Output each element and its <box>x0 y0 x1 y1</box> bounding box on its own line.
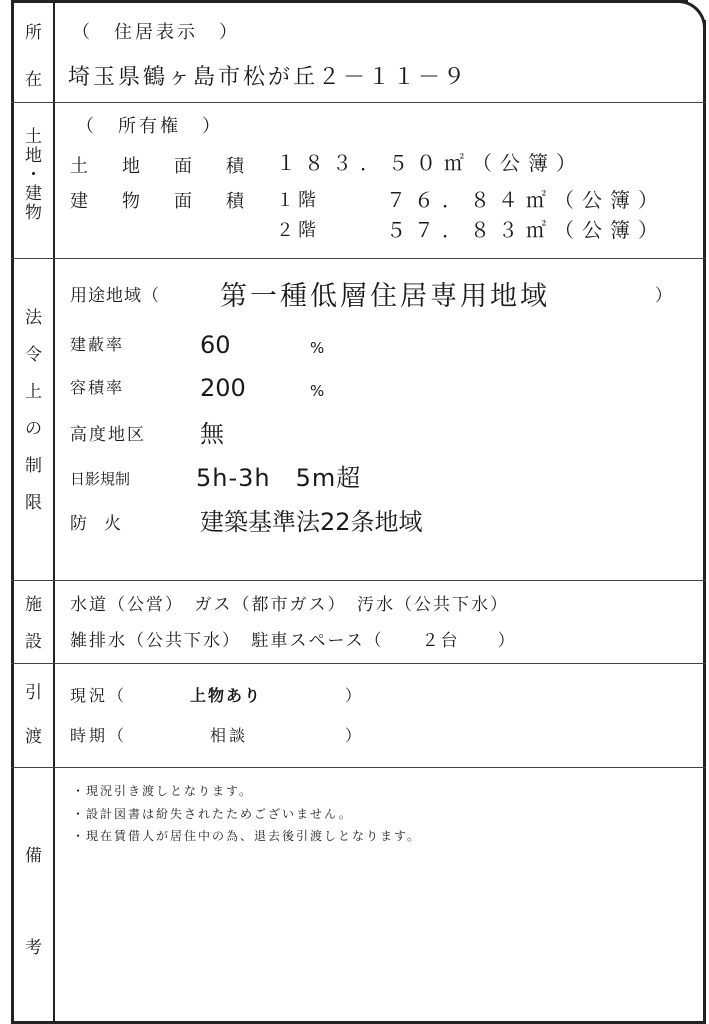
land-rights: （ 所有権 ） <box>76 116 223 137</box>
height-value: 無 <box>200 420 224 448</box>
shadow-label: 日影規制 <box>70 470 131 488</box>
handover-status-label: 現況（ <box>70 686 128 705</box>
building-area-label: 建 物 面 積 <box>70 191 252 212</box>
handover-status-value: 上物あり <box>190 686 263 705</box>
label-law-2: 令 <box>25 345 42 365</box>
label-law-4: の <box>25 419 42 439</box>
remark-line-2: ・設計図書は紛失されたためございません。 <box>72 807 353 821</box>
zoning-label: 用途地域（ <box>70 286 160 306</box>
divider-handover <box>11 767 706 768</box>
handover-timing-value: 相談 <box>210 726 249 745</box>
label-law-1: 法 <box>25 308 42 328</box>
label-location-2: 在 <box>25 70 42 90</box>
frame-right-border <box>703 20 706 1024</box>
floor2-value: ５７．８３㎡（公簿） <box>386 218 666 242</box>
label-location-1: 所 <box>25 23 42 43</box>
zoning-value: 第一種低層住居専用地域 <box>220 281 550 312</box>
label-law-3: 上 <box>25 382 42 402</box>
label-law <box>14 300 53 522</box>
label-land-building-3: ・ <box>25 165 42 185</box>
location-address: 埼玉県鶴ヶ島市松が丘２－１１－９ <box>68 65 469 90</box>
zoning-close: ） <box>655 286 672 306</box>
label-remarks-1: 備 <box>25 846 42 866</box>
fire-label: 防 火 <box>70 514 121 534</box>
coverage-label: 建蔽率 <box>70 335 125 354</box>
label-remarks-2: 考 <box>25 938 42 958</box>
divider-land-building <box>11 258 706 259</box>
location-display-note: （ 住居表示 ） <box>72 22 240 43</box>
handover-timing-close: ） <box>345 726 362 745</box>
label-land-building <box>14 128 53 223</box>
label-handover-2: 渡 <box>25 727 42 747</box>
coverage-value: 60 <box>200 331 231 359</box>
far-label: 容積率 <box>70 378 125 397</box>
handover-status-close: ） <box>345 686 362 705</box>
divider-location <box>11 102 706 103</box>
label-land-building-2: 地 <box>25 146 42 166</box>
label-law-6: 限 <box>25 493 42 513</box>
label-land-building-4: 建 <box>25 184 42 204</box>
divider-facilities <box>11 663 706 664</box>
height-label: 高度地区 <box>70 425 146 445</box>
land-area-value: １８３．５０㎡（公簿） <box>276 151 584 175</box>
facilities-line1: 水道（公営） ガス（都市ガス） 汚水（公共下水） <box>70 595 509 615</box>
far-value: 200 <box>200 374 246 402</box>
shadow-value: 5h-3h 5m超 <box>196 464 362 492</box>
remark-line-3: ・現在賃借人が居住中の為、退去後引渡しとなります。 <box>72 829 422 843</box>
label-column-divider <box>53 0 55 1024</box>
label-handover-1: 引 <box>25 683 42 703</box>
remark-line-1: ・現況引き渡しとなります。 <box>72 784 254 798</box>
frame-rounded-corner <box>672 0 706 31</box>
label-law-5: 制 <box>25 456 42 476</box>
coverage-unit: % <box>310 339 325 357</box>
label-land-building-5: 物 <box>25 203 42 223</box>
label-land-building-1: 土 <box>25 127 42 147</box>
frame-top-border <box>11 0 688 3</box>
floor1-value: ７６．８４㎡（公簿） <box>386 188 666 212</box>
label-facilities-2: 設 <box>25 632 42 652</box>
floor2-label: ２階 <box>276 220 320 241</box>
far-unit: % <box>310 382 325 400</box>
handover-timing-label: 時期（ <box>70 726 128 745</box>
divider-law <box>11 580 706 581</box>
land-area-label: 土 地 面 積 <box>70 156 252 177</box>
floor1-label: １階 <box>276 190 320 211</box>
label-facilities-1: 施 <box>25 595 42 615</box>
facilities-line2: 雑排水（公共下水） 駐車スペース（ ２台 ） <box>70 631 517 651</box>
fire-value: 建築基準法22条地域 <box>200 508 423 536</box>
